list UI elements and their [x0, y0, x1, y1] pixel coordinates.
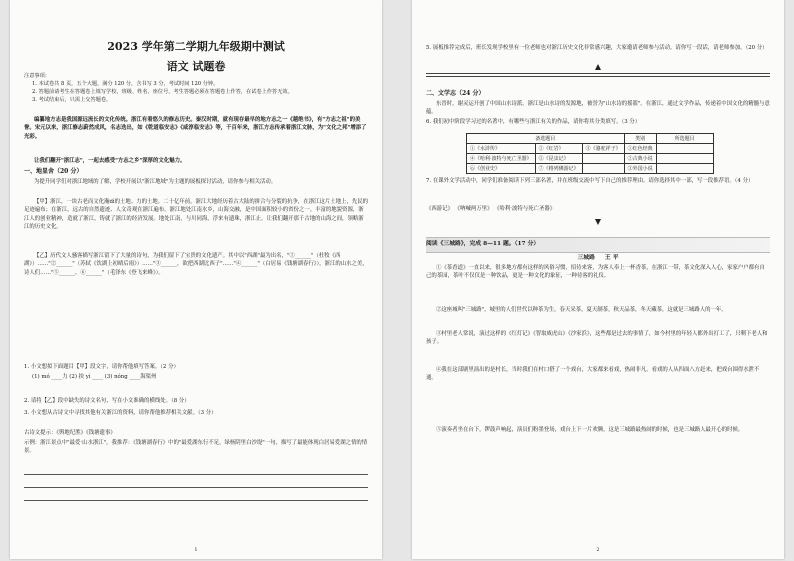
table-cell: ①《水浒传》 — [467, 144, 536, 154]
notice-item: 3. 考试结束后，只需上交答题卷。 — [32, 97, 112, 103]
question-7: 7. 在课外文学活动中，同学们准备阅读下列三部名著，并在班级交流中写下自己的推荐理由。请你选择其中一部，写一段推荐语。（4 分） — [426, 178, 754, 184]
intro-paragraph: 编纂地方志是我国源远流长的文化传统。浙江有着悠久的修志历史。秦汉时期，就有现存最早的地方志之一《越绝书》，有"方志之祖"的美誉。宋元以来，浙江修志蔚然成风，名志迭出，如《乾道临安志》《咸淳临安志》等，千百年来，浙江方志传承着浙江文脉，为"文化之邦"增添了光彩。 — [24, 117, 367, 140]
triangle-marker-icon — [595, 64, 601, 70]
story-paragraph: ③村里老人常说，演过这样的《红灯记》《智取威虎山》《沙家浜》，这些都是过去的事情了，如今村里的年轻人都外出打工了，只剩下老人和孩子。 — [426, 331, 768, 346]
story-title — [426, 254, 770, 262]
classification-table — [466, 133, 714, 174]
table-cell: ③《骆驼祥子》 — [582, 144, 624, 154]
page-number: 1 — [194, 547, 198, 553]
table-cell: ②《红岩》 — [535, 144, 582, 154]
answer-cell[interactable] — [656, 164, 713, 174]
table-cell: ②古典小说 — [624, 154, 656, 164]
section-2-intro: 东晋时，谢灵运开创了中国山水诗派。浙江是山水诗的发源地，被誉为"山水诗的摇篮"。在浙江，通过文学作品，传递着中国文化的精髓与意蕴。 — [426, 101, 770, 116]
section-1-intro: 为提升同学们对浙江地域的了解，学校开展以"浙江地域"为主题的展板探讨活动，请你参与相关活动。 — [34, 179, 277, 185]
story-paragraph: ⑤演奏者坐在台下，锣鼓声响起，演员们粉墨登场，戏台上下一片欢腾，这是三城路最热闹的时候，也是三城路人最开心的时候。 — [436, 427, 744, 433]
table-cell — [582, 164, 624, 174]
story-paragraph: ④我在这部剧里演出的是村长，当时我们在村口搭了一个戏台，大家都来看戏，热闹非凡。看戏的人从四面八方赶来，把戏台围得水泄不通。 — [426, 367, 760, 382]
answer-cell[interactable] — [656, 154, 713, 164]
notice-item: 1. 本试卷共 8 页，五个大题，满分 120 分，含书写 3 分，考试时间 120 分钟。 — [32, 81, 219, 87]
intro-paragraph-2: 让我们翻开"浙江志"，一起去感受"方志之乡"深厚的文化魅力。 — [34, 158, 186, 164]
table-cell: ⑦《格列佛游记》 — [535, 164, 582, 174]
exam-page-1 — [10, 0, 382, 559]
notice-heading: 注意事项： — [24, 73, 50, 79]
question-3: 3. 小文想从古诗文中寻找其他有关浙江的资料，请你帮他推荐相关文献。（3 分） — [24, 410, 217, 416]
table-cell: ③外国小说 — [624, 164, 656, 174]
table-cell: ①红色经典 — [624, 144, 656, 154]
answer-lines — [24, 462, 368, 501]
table-row — [467, 144, 714, 154]
table-cell: ⑤《昆虫记》 — [535, 154, 582, 164]
table-cell: ⑥《创业史》 — [467, 164, 536, 174]
story-title-text: 三城路 — [577, 255, 595, 261]
reading-heading: 阅读《三城路》，完成 8—11 题。（17 分） — [426, 241, 540, 247]
exam-subtitle: 语文 试题卷 — [166, 60, 226, 73]
divider — [426, 73, 770, 77]
table-row — [467, 164, 714, 174]
question-2: 2. 请将【乙】段中缺失的诗文名句，写在小文准确的横线处。（8 分） — [24, 398, 190, 404]
question-3-example: 示例：浙江景点中"最爱·山水浙江"，我推荐：《钱塘湖春行》中的"最爱湖东行不足，绿杨阴里白沙堤"一句，描写了最能体现白居易爱湖之情的情景。 — [24, 440, 368, 455]
exam-title: 2023 学年第二学期九年级期中测试 — [107, 40, 285, 53]
page-number: 2 — [596, 547, 600, 553]
notice-item: 2. 答题前请考生在答题卷上填写学校、班级、姓名、座位号，考生答题必须在答题卷上作答，在试卷上作答无效。 — [32, 89, 293, 95]
table-cell — [582, 154, 624, 164]
table-cell: ④《哈利·波特与死亡圣器》 — [467, 154, 536, 164]
table-header: 备选题目 — [467, 134, 625, 144]
question-1: 1. 小文想拟下面题目【甲】段文字，请你帮他填写答案。（2 分） — [24, 364, 179, 370]
question-6: 6. 我们初中阶段学习过的名著中，有哪些与浙江有关的作品，请你将其分类填写。（3 分） — [426, 119, 641, 125]
question-5: 5. 展板推荐完成后，班长发现学校里有一位老师也对浙江历史文化非常感兴趣，大家邀请老师参与活动。请你写一段话，请老师参加。（20 分） — [426, 45, 768, 51]
notice-block — [24, 72, 368, 104]
paragraph-jia: 【甲】浙江，一块古老而文化瀚dì的土地。力的土地。二十亿年前，浙江大地经历着古大陆的拼合与分裂的抗争，在浙江这片土地上，先民的足迹遍布；在浙江，远古的自然遗迹、人文奇观在浙江遍布。浙江地处江南水乡，山海交融，是中国面积较小的省份之一。丰富的地貌资源，浙江人的创业精神，造就了浙江，铸就了浙江的经济发展。地处江南，与川同海，浮来有遗珠，浙江止。让我们翻开那千古地的山海之间，领略浙江的历史文化。 — [24, 199, 369, 231]
section-2-heading: 二、文学志（24 分） — [426, 90, 485, 97]
question-3-hint: 古诗文提示：《舆地纪胜》《钱塘遗事》 — [24, 430, 116, 436]
exam-page-2 — [412, 0, 784, 559]
paragraph-yi: 【乙】历代文人骚客描写浙江留下了大量的诗句，为我们留下了宝贵的文化遗产。其中以"西湖"最为出名，"①______"（杜牧《西湖》）……"②______"（苏轼《饮湖上初晴后雨》）……"③______，欲把西湖比西子"……"④______"（白居易《钱塘湖春行》），浙江的山水之美，诗人们……"⑤______，⑥______"（毛泽东《登飞来峰》）。 — [24, 253, 368, 276]
triangle-marker-icon — [595, 219, 601, 225]
story-author: 王 平 — [604, 255, 619, 261]
section-1-heading: 一、地显舍（20 分） — [24, 168, 83, 175]
answer-cell[interactable] — [656, 144, 713, 154]
table-header: 类别 — [624, 134, 656, 144]
question-1-options: (1) mó ____力 (2) 抉 yì ____ (3) nóng ____海渠州 — [32, 374, 157, 380]
table-header: 所选题目 — [656, 134, 713, 144]
story-paragraph: ①《茶香道》一直以来，很多地方都有这样的风俗习惯，招待来客，为客人奉上一杯香茶，在浙江一带，茶文化深入人心，家家户户都有自己的茶园，茶叶不仅仅是一种饮品，更是一种文化的象征，一种待客的礼仪。 — [426, 265, 765, 280]
table-row — [467, 154, 714, 164]
story-paragraph: ②这座城叫"三城路"，城里的人们世代以种茶为生，春天采茶，夏天制茶，秋天品茶，冬天藏茶，这就是三城路人的一年。 — [436, 307, 727, 313]
question-7-options: 《西游记》 《呐喊两万里》 《哈利·波特与死亡圣器》 — [426, 206, 556, 212]
